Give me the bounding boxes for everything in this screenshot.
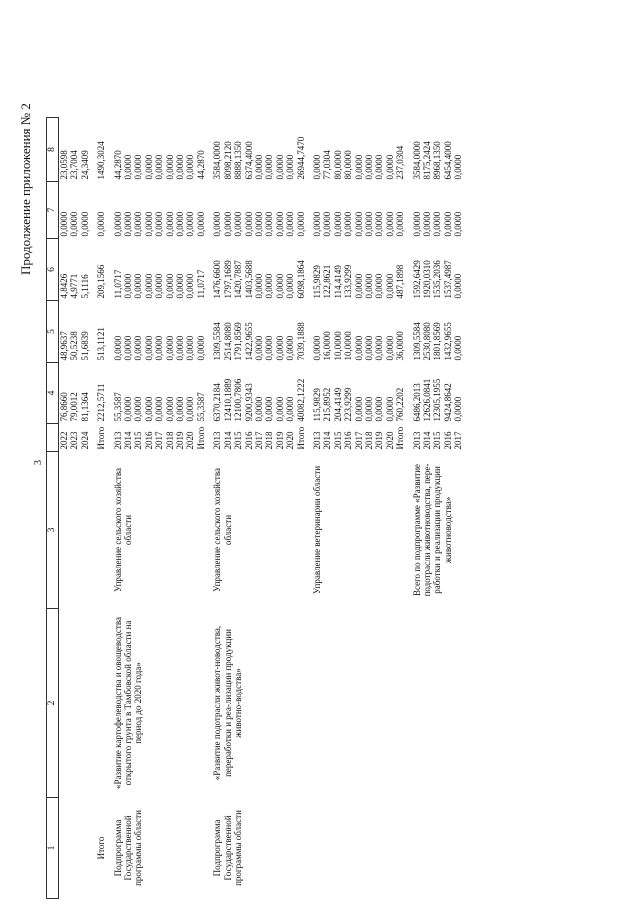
year-cell: 2014 (322, 431, 333, 450)
amount-cell: 40082,1222 (295, 378, 306, 422)
year-cell: 2016 (442, 431, 453, 450)
amount-cell: 4,8426 (59, 273, 69, 299)
program-name-cell (59, 609, 91, 798)
amount-cell: 0,0000 (253, 396, 264, 422)
amount-cell: 44,2870 (112, 150, 123, 180)
amount-cell: 8888,1350 (233, 141, 244, 180)
amount-cell: 0,0000 (453, 154, 464, 180)
responsible-executor-cell: Управление сельского хозяйства области (112, 468, 134, 592)
amount-cell: 0,0000 (374, 211, 385, 237)
amount-cell: 0,0000 (285, 396, 296, 422)
program-name-cell (312, 609, 406, 798)
amount-cell: 0,0000 (175, 211, 186, 237)
amount-cell: 23,7004 (69, 150, 80, 180)
amount-cell: 8098,2120 (222, 141, 233, 180)
amount-cell: 0,0000 (374, 335, 385, 361)
amount-cell: 0,0000 (363, 396, 374, 422)
year-cell: 2016 (143, 431, 154, 450)
amount-cell: 2212,5711 (96, 383, 107, 422)
amount-cell: 0,0000 (384, 396, 395, 422)
table-row (212, 118, 222, 899)
year-cell: 2019 (175, 431, 186, 450)
amount-cell: 1537,4987 (442, 260, 453, 299)
column-number: 5 (47, 301, 59, 363)
amount-cell: 0,0000 (69, 211, 80, 237)
table-row (312, 118, 322, 899)
amount-cell: 0,0000 (133, 335, 144, 361)
amount-cell: 0,0000 (154, 396, 165, 422)
amount-cell: 6454,4000 (442, 141, 453, 180)
amount-cell: 0,0000 (185, 154, 196, 180)
amount-cell: 12305,1955 (432, 378, 443, 422)
amount-cell: 0,0000 (154, 154, 165, 180)
amount-cell: 0,0000 (195, 335, 206, 361)
amount-cell: 50,5238 (69, 331, 80, 361)
amount-cell: 12626,0841 (422, 378, 432, 422)
amount-cell: 11,0717 (195, 269, 206, 299)
amount-cell: 204,4149 (332, 387, 343, 422)
year-cell: 2018 (363, 431, 374, 450)
amount-cell: 0,0000 (453, 211, 464, 237)
amount-cell: 7039,1888 (295, 322, 306, 361)
amount-cell: 0,0000 (79, 211, 90, 237)
amount-cell: 0,0000 (311, 335, 322, 361)
financing-table-body (59, 118, 464, 899)
column-number: 8 (47, 118, 59, 182)
amount-cell: 1309,5584 (411, 322, 422, 361)
amount-cell: 0,0000 (233, 211, 244, 237)
amount-cell: 4,9771 (69, 273, 80, 299)
amount-cell: 36,0000 (395, 331, 406, 361)
amount-cell: 115,9829 (311, 265, 322, 299)
year-cell: Итого (96, 426, 107, 450)
column-number: 1 (47, 798, 59, 899)
amount-cell: 0,0000 (185, 273, 196, 299)
amount-cell: 0,0000 (274, 154, 285, 180)
amount-cell: 0,0000 (432, 211, 443, 237)
column-number: 7 (47, 182, 59, 239)
column-number: 2 (47, 609, 59, 798)
amount-cell: 0,0000 (274, 211, 285, 237)
amount-cell: 6374,4000 (243, 141, 254, 180)
year-cell: 2017 (353, 431, 364, 450)
program-type-cell: Подпрограмма Государственной программы области (112, 810, 144, 886)
program-type-cell: Итого (96, 836, 107, 860)
amount-cell: 0,0000 (453, 335, 464, 361)
amount-cell: 0,0000 (164, 396, 175, 422)
year-cell: 2014 (222, 431, 233, 450)
amount-cell: 0,0000 (123, 335, 134, 361)
amount-cell: 24,3409 (79, 150, 90, 180)
year-cell: 2016 (243, 431, 254, 450)
amount-cell: 0,0000 (195, 211, 206, 237)
amount-cell: 0,0000 (285, 335, 296, 361)
column-number: 6 (47, 239, 59, 301)
amount-cell: 0,0000 (185, 211, 196, 237)
amount-cell: 0,0000 (133, 154, 144, 180)
amount-cell: 0,0000 (123, 273, 134, 299)
column-number-row (47, 118, 59, 899)
amount-cell: 0,0000 (123, 154, 134, 180)
amount-cell: 0,0000 (374, 396, 385, 422)
year-cell: 2015 (133, 431, 144, 450)
year-cell: 2017 (453, 431, 464, 450)
amount-cell: 1420,7887 (233, 260, 244, 299)
amount-cell: 0,0000 (285, 273, 296, 299)
year-cell: 2024 (79, 431, 90, 450)
financing-table (46, 117, 464, 899)
amount-cell: 133,9299 (343, 264, 354, 299)
amount-cell: 0,0000 (154, 335, 165, 361)
amount-cell: 8968,1350 (432, 141, 443, 180)
amount-cell: 0,0000 (311, 211, 322, 237)
amount-cell: 1797,1689 (222, 260, 233, 299)
year-cell: Итого (195, 426, 206, 450)
amount-cell: 10,0000 (332, 331, 343, 361)
year-cell: 2023 (69, 431, 80, 450)
amount-cell: 0,0000 (253, 335, 264, 361)
amount-cell: 0,0000 (253, 273, 264, 299)
amount-cell: 1490,3024 (96, 141, 107, 180)
amount-cell: 0,0000 (363, 273, 374, 299)
amount-cell: 0,0000 (395, 211, 406, 237)
amount-cell: 0,0000 (133, 396, 144, 422)
amount-cell: 0,0000 (243, 211, 254, 237)
amount-cell: 0,0000 (143, 154, 154, 180)
amount-cell: 1920,0310 (422, 260, 432, 299)
amount-cell: 0,0000 (363, 154, 374, 180)
amount-cell: 6098,1864 (295, 260, 306, 299)
program-name-cell: «Развитие подотрасли живот-новодства, переработки и реа-лизации продукции животно-водства» (212, 625, 244, 781)
amount-cell: 0,0000 (453, 273, 464, 299)
amount-cell: 8175,2424 (422, 141, 432, 180)
amount-cell: 9200,9343 (243, 383, 254, 422)
amount-cell: 0,0000 (164, 335, 175, 361)
amount-cell: 0,0000 (384, 154, 395, 180)
amount-cell: 0,0000 (411, 211, 422, 237)
year-cell: 2020 (285, 431, 296, 450)
amount-cell: 77,0304 (322, 150, 333, 180)
responsible-executor-cell (59, 452, 91, 609)
amount-cell: 9424,8642 (442, 383, 453, 422)
amount-cell: 0,0000 (154, 273, 165, 299)
year-cell: 2018 (164, 431, 175, 450)
amount-cell: 1422,9655 (243, 322, 254, 361)
amount-cell: 0,0000 (274, 273, 285, 299)
amount-cell: 51,6839 (79, 331, 90, 361)
amount-cell: 55,3587 (112, 392, 123, 422)
amount-cell: 1592,6429 (411, 260, 422, 299)
year-cell: 2017 (253, 431, 264, 450)
year-cell: 2014 (422, 431, 432, 450)
year-cell: 2013 (411, 431, 422, 450)
amount-cell: 0,0000 (112, 211, 123, 237)
year-cell: 2015 (432, 431, 443, 450)
amount-cell: 0,0000 (133, 211, 144, 237)
amount-cell: 0,0000 (143, 211, 154, 237)
amount-cell: 0,0000 (154, 211, 165, 237)
amount-cell: 209,1566 (96, 264, 107, 299)
year-cell: 2015 (233, 431, 244, 450)
amount-cell: 1791,8569 (233, 322, 244, 361)
amount-cell: 0,0000 (212, 211, 223, 237)
amount-cell: 0,0000 (274, 335, 285, 361)
amount-cell: 12410,1889 (222, 378, 233, 422)
table-row (59, 118, 70, 899)
amount-cell: 0,0000 (422, 211, 432, 237)
amount-cell: 0,0000 (164, 273, 175, 299)
amount-cell: 115,9829 (311, 388, 322, 422)
amount-cell: 10,0000 (343, 331, 354, 361)
amount-cell: 0,0000 (264, 211, 275, 237)
amount-cell: 6370,2184 (212, 383, 223, 422)
column-number: 3 (47, 452, 59, 609)
amount-cell: 80,0000 (343, 150, 354, 180)
amount-cell: 81,1364 (79, 392, 90, 422)
amount-cell: 5,1116 (79, 274, 90, 299)
amount-cell: 80,0000 (332, 150, 343, 180)
amount-cell: 0,0000 (112, 335, 123, 361)
amount-cell: 0,0000 (353, 396, 364, 422)
year-cell: 2020 (185, 431, 196, 450)
amount-cell: 0,0000 (285, 154, 296, 180)
amount-cell: 237,0304 (395, 145, 406, 180)
amount-cell: 0,0000 (264, 154, 275, 180)
amount-cell: 0,0000 (285, 211, 296, 237)
program-name-cell (412, 609, 464, 798)
amount-cell: 1432,9655 (442, 322, 453, 361)
amount-cell: 16,0000 (322, 331, 333, 361)
amount-cell: 0,0000 (133, 273, 144, 299)
amount-cell: 0,0000 (185, 335, 196, 361)
amount-cell: 0,0000 (311, 154, 322, 180)
program-type-cell (59, 798, 91, 899)
year-cell: Итого (395, 426, 406, 450)
amount-cell: 3584,0000 (212, 141, 223, 180)
amount-cell: 0,0000 (175, 154, 186, 180)
year-cell: 2013 (311, 431, 322, 450)
year-cell: 2013 (212, 431, 223, 450)
amount-cell: 23,0598 (59, 150, 69, 180)
amount-cell: 0,0000 (253, 154, 264, 180)
responsible-executor-cell: Всего по подпрограмме «Развитие подотрасли животноводства, пере-работки и реализации продукции животноводства» (411, 463, 453, 597)
responsible-executor-cell: Управление сельского хозяйства области (212, 468, 233, 592)
amount-cell: 0,0000 (164, 211, 175, 237)
program-type-cell: Подпрограмма Государственной программы области (212, 810, 244, 886)
amount-cell: 2514,8080 (222, 322, 233, 361)
amount-cell: 0,0000 (123, 396, 134, 422)
year-cell: 2019 (274, 431, 285, 450)
amount-cell: 0,0000 (143, 396, 154, 422)
amount-cell: 0,0000 (353, 211, 364, 237)
year-cell: 2019 (374, 431, 385, 450)
amount-cell: 0,0000 (164, 154, 175, 180)
amount-cell: 0,0000 (353, 154, 364, 180)
amount-cell: 215,8952 (322, 387, 333, 422)
year-cell: 2020 (384, 431, 395, 450)
amount-cell: 0,0000 (322, 211, 333, 237)
amount-cell: 487,1898 (395, 264, 406, 299)
program-name-cell: «Развитие картофелеводства и овощеводства открытого грунта в Тамбовской области на период до 2020 года» (112, 617, 144, 789)
amount-cell: 0,0000 (384, 273, 395, 299)
amount-cell: 11,0717 (112, 269, 123, 299)
responsible-executor-cell (96, 452, 106, 609)
amount-cell: 0,0000 (363, 211, 374, 237)
amount-cell: 0,0000 (274, 396, 285, 422)
amount-cell: 0,0000 (453, 396, 464, 422)
amount-cell: 2530,8080 (422, 322, 432, 361)
amount-cell: 0,0000 (143, 273, 154, 299)
amount-cell: 0,0000 (442, 211, 453, 237)
program-type-cell (312, 798, 406, 899)
year-cell: 2022 (59, 431, 69, 450)
amount-cell: 0,0000 (264, 273, 275, 299)
amount-cell: 0,0000 (143, 335, 154, 361)
amount-cell: 1476,6600 (212, 260, 223, 299)
amount-cell: 122,8621 (322, 264, 333, 299)
amount-cell: 55,3587 (195, 392, 206, 422)
amount-cell: 0,0000 (175, 335, 186, 361)
amount-cell: 1309,5584 (212, 322, 223, 361)
table-row (113, 118, 123, 899)
amount-cell: 1801,8569 (432, 322, 443, 361)
amount-cell: 0,0000 (264, 335, 275, 361)
amount-cell: 48,9637 (59, 331, 69, 361)
amount-cell: 0,0000 (374, 154, 385, 180)
year-cell: 2015 (332, 431, 343, 450)
amount-cell: 223,9299 (343, 387, 354, 422)
amount-cell: 1535,2036 (432, 260, 443, 299)
amount-cell: 79,0012 (69, 392, 80, 422)
year-cell: 2013 (112, 431, 123, 450)
amount-cell: 0,0000 (185, 396, 196, 422)
column-number: 4 (47, 363, 59, 424)
amount-cell: 0,0000 (384, 211, 395, 237)
program-name-cell (96, 609, 106, 798)
amount-cell: 0,0000 (222, 211, 233, 237)
amount-cell: 0,0000 (374, 273, 385, 299)
upper-column-label: 3 (33, 460, 44, 465)
year-cell: 2018 (264, 431, 275, 450)
amount-cell: 26944,7470 (295, 136, 306, 180)
responsible-executor-cell: Управление ветеринарии области (311, 465, 322, 595)
amount-cell: 0,0000 (353, 335, 364, 361)
amount-cell: 76,8660 (59, 392, 69, 422)
amount-cell: 3584,0000 (411, 141, 422, 180)
year-cell: 2016 (343, 431, 354, 450)
amount-cell: 12100,7806 (233, 378, 244, 422)
amount-cell: 0,0000 (363, 335, 374, 361)
amount-cell: 0,0000 (96, 211, 107, 237)
amount-cell: 760,2202 (395, 387, 406, 422)
program-type-cell (412, 798, 464, 899)
amount-cell: 0,0000 (264, 396, 275, 422)
amount-cell: 513,1121 (96, 327, 107, 361)
year-cell: Итого (295, 426, 306, 450)
amount-cell: 0,0000 (59, 211, 69, 237)
amount-cell: 0,0000 (253, 211, 264, 237)
amount-cell: 0,0000 (175, 396, 186, 422)
amount-cell: 0,0000 (295, 211, 306, 237)
table-row (96, 118, 106, 899)
amount-cell: 0,0000 (384, 335, 395, 361)
amount-cell: 0,0000 (332, 211, 343, 237)
appendix-continuation-heading: Продолжение приложения № 2 (18, 103, 33, 275)
amount-cell: 0,0000 (123, 211, 134, 237)
amount-cell: 1403,5688 (243, 260, 254, 299)
amount-cell: 0,0000 (353, 273, 364, 299)
table-row (412, 118, 422, 899)
amount-cell: 6486,2013 (411, 383, 422, 422)
amount-cell: 0,0000 (343, 211, 354, 237)
year-cell: 2017 (154, 431, 165, 450)
amount-cell: 44,2870 (195, 150, 206, 180)
amount-cell: 114,4149 (332, 265, 343, 299)
year-cell: 2014 (123, 431, 134, 450)
amount-cell: 0,0000 (175, 273, 186, 299)
